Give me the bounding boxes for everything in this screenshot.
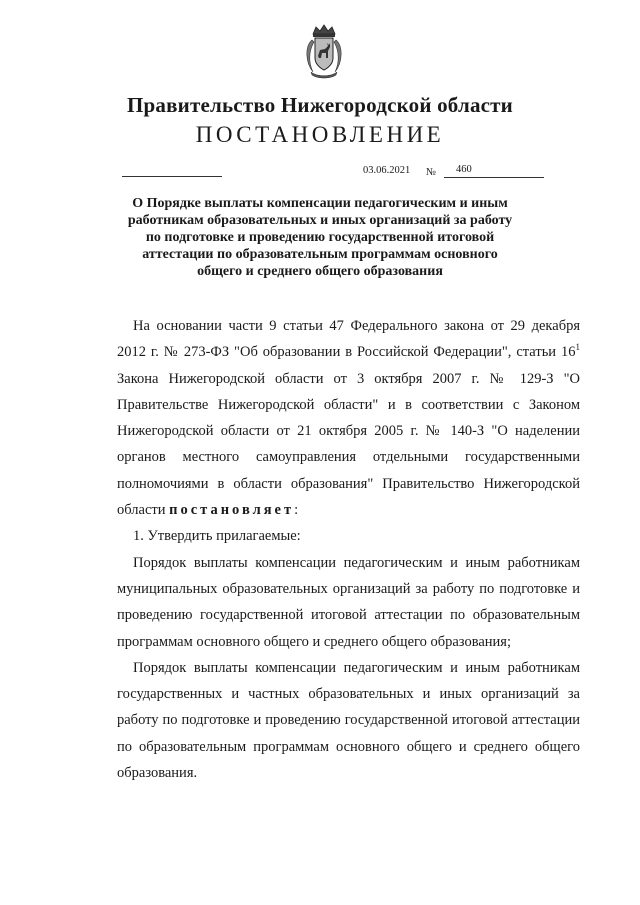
document-body	[117, 313, 580, 786]
document-type-heading: ПОСТАНОВЛЕНИЕ	[195, 122, 445, 147]
subject-line: О Порядке выплаты компенсации педагогическим и иным	[132, 196, 508, 211]
document-date: 03.06.2021	[363, 165, 411, 176]
subject-line: общего и среднего общего образования	[197, 264, 443, 279]
paragraph-preamble	[117, 313, 580, 523]
subject-line: по подготовке и проведению государственной итоговой	[145, 230, 495, 245]
paragraph-item-1: 1. Утвердить прилагаемые:	[133, 528, 301, 545]
document-subject	[110, 195, 530, 280]
paragraph-procedure-municipal: Порядок выплаты компенсации педагогическим и иным работникам муниципальных образовательных организаций за работу по подготовке и проведению государственной итоговой аттестации по образовательным программам основного общего и среднего общего образования;	[117, 554, 580, 650]
organization-title: Правительство Нижегородской области	[127, 93, 513, 117]
number-sign: №	[426, 167, 437, 178]
paragraph-procedure-state: Порядок выплаты компенсации педагогическим и иным работникам государственных и частных образовательных и иных организаций за работу по подготовке и проведению государственной итоговой аттестации по образовательным программам основного общего и среднего общего образования.	[117, 659, 580, 782]
document-number: 460	[444, 164, 544, 178]
coat-of-arms-icon	[303, 24, 345, 80]
blank-date-line	[122, 176, 222, 177]
subject-line: аттестации по образовательным программам основного	[142, 247, 498, 262]
decree-keyword: постановляет	[169, 502, 295, 519]
superscript: 1	[575, 342, 580, 353]
preamble-end: :	[294, 502, 299, 519]
subject-line: работникам образовательных и иных организаций за работу	[127, 213, 513, 228]
preamble-text-b: Закона Нижегородской области от 3 октября 2007 г. № 129-З "О Правительстве Нижегородской области" и в соответствии с Законом Нижегородской области от 21 октября 2005 г. № 140-З "О наделении органов местного самоуправления отдельными государственными полномочиями в области образования" Правительство Нижегородской области	[117, 370, 580, 519]
preamble-text-a: На основании части 9 статьи 47 Федерального закона от 29 декабря 2012 г. № 273-ФЗ "Об образовании в Российской Федерации", статьи 16	[117, 318, 580, 361]
